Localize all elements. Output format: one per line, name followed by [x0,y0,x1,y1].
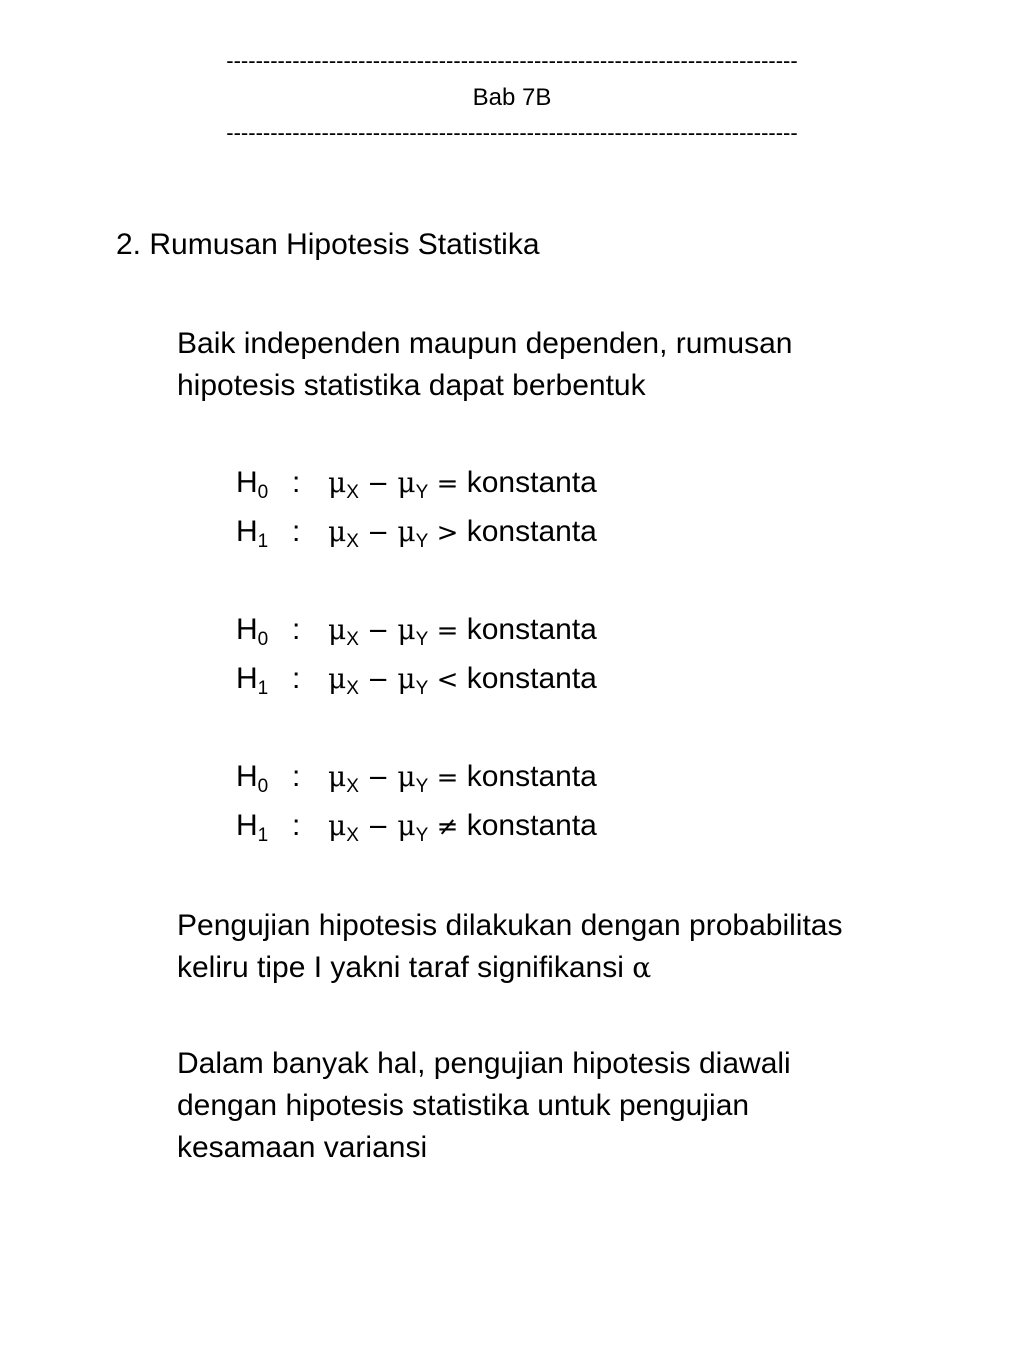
closing-paragraph [177,1043,977,1169]
hypothesis-expression: $\mu_X - \mu_Y$ ≠ konstanta [328,809,597,846]
hypothesis-expression: $\mu_X - \mu_Y$ = konstanta [328,760,597,797]
hypothesis-label: $H_1$ [236,515,269,552]
testing-note-line-2: keliru tipe I yakni taraf signifikansi α [177,951,652,984]
closing-line-3: kesamaan variansi [177,1131,428,1164]
intro-line-1: Baik independen maupun dependen, rumusan [177,327,793,360]
intro-line-2: hipotesis statistika dapat berbentuk [177,369,646,402]
hypothesis-label: $H_1$ [236,662,269,699]
hypothesis-expression: $\mu_X - \mu_Y$ = konstanta [328,466,597,503]
hypothesis-h0-set-1 [236,463,597,503]
hypothesis-expression: $\mu_X - \mu_Y$ > konstanta [328,515,597,552]
testing-note-paragraph [177,905,977,989]
bottom-divider: ------------------------------------------------------------------------------ [226,120,798,145]
closing-line-2: dengan hipotesis statistika untuk pengujian [177,1089,750,1122]
closing-line-1: Dalam banyak hal, pengujian hipotesis diawali [177,1047,791,1080]
colon: : [292,466,301,499]
chapter-title: Bab 7B [472,84,552,111]
testing-note-line-1: Pengujian hipotesis dilakukan dengan probabilitas [177,909,843,942]
colon: : [292,809,301,842]
colon: : [292,515,301,548]
hypothesis-h1-set-1 [236,512,597,552]
hypothesis-expression: $\mu_X - \mu_Y$ < konstanta [328,662,597,699]
colon: : [292,662,301,695]
hypothesis-h1-set-3 [236,806,597,846]
hypothesis-label: $H_1$ [236,809,269,846]
colon: : [292,613,301,646]
hypothesis-h0-set-3 [236,757,597,797]
hypothesis-h0-set-2 [236,610,597,650]
hypothesis-expression: $\mu_X - \mu_Y$ = konstanta [328,613,597,650]
alpha-symbol: α [632,951,652,984]
hypothesis-label: $H_0$ [236,466,269,503]
hypothesis-h1-set-2 [236,659,597,699]
intro-paragraph [177,323,977,407]
section-heading: 2. Rumusan Hipotesis Statistika [116,228,540,261]
hypothesis-label: $H_0$ [236,760,269,797]
top-divider: ------------------------------------------------------------------------------ [226,48,798,73]
hypothesis-label: $H_0$ [236,613,269,650]
colon: : [292,760,301,793]
